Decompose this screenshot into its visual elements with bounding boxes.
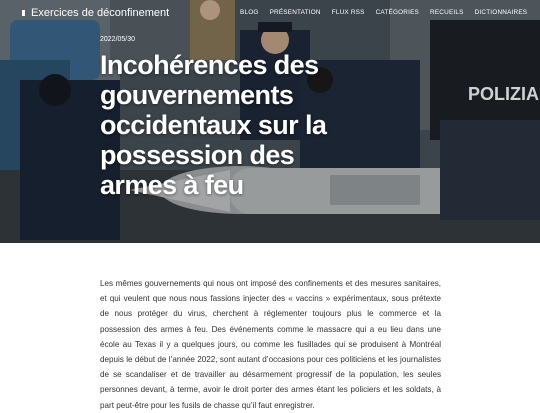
nav-item-dictionnaires[interactable]: DICTIONNAIRES — [474, 9, 528, 16]
site-logo-icon — [22, 10, 25, 16]
post-date: 2022/05/30 — [100, 36, 136, 43]
post-body: Les mêmes gouvernements qui nous ont imposé des confinements et des mesures sanitaires, et qui veulent que nous nous fassions injecter des « vaccins » expérimentaux, sous prétexte de nous protéger du virus, cherchent à réglementer toujours plus le commerce et la possession des armes à feu. Des événements comme le massacre qui a eu lieu dans une école au Texas il y a quelques jours, ou comme les fusillades qui se produisent à Montréal depuis le début de l’année 2022, sont autant d’occasions pour ces politiciens et les journalistes de se scandaliser et de travailler au désarmement progressif de la population, les seules personnes devant, à terme, avoir le droit porter des armes étant les policiers et les soldats, à part peut-être pour les fusils de chasse qu’il faut enregistrer. — [100, 279, 441, 410]
nav-item-rss[interactable]: FLUX RSS — [331, 9, 365, 16]
nav-item-blog[interactable]: BLOG — [240, 9, 259, 16]
post-title: Incohérences des gouvernements occidentaux sur la possession des armes à feu — [100, 50, 327, 200]
nav-item-categories[interactable]: CATÉGORIES — [375, 9, 420, 16]
nav-item-presentation[interactable]: PRÉSENTATION — [269, 9, 321, 16]
site-header — [0, 0, 540, 28]
site-title-text: Exercices de déconfinement — [31, 7, 170, 19]
polizia-vest-label: POLIZIA — [468, 84, 539, 104]
nav-item-recueils[interactable]: RECUEILS — [430, 9, 464, 16]
site-title-link[interactable] — [22, 7, 169, 19]
main-nav — [240, 9, 538, 16]
